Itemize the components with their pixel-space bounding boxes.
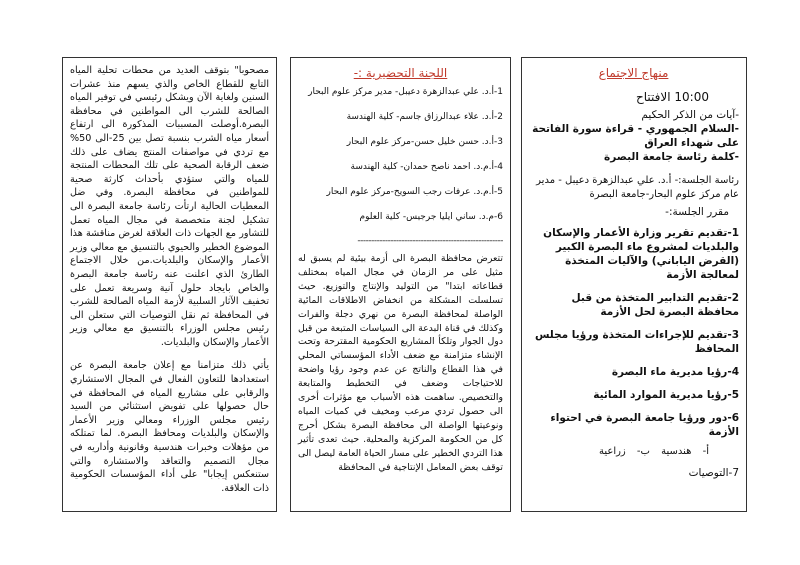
dashed-separator: -----------------------------------------------------	[357, 236, 503, 246]
committee-members-list	[298, 86, 503, 223]
paragraph-university-readiness: يأتي ذلك متزامنا مع إعلان جامعة البصرة عن استعدادها للتعاون الفعال في المجال الاستشاري والرقابي على مشاريع المياه في المحافظة في حال حصولها على تفويض استثنائي من السيد رئيس مجلس الوزراء ومعالي وزير الأعمار والإسكان والبلديات ومحافظ البصرة. لما تمتلكه من مؤهلات وخبرات هندسية وقانونية وأداريه في مجال التصميم والتعاقد والاستشارة والتي ستنعكس إيجابا" على أداء المؤسسات الحكومية ذات العلاقة.	[70, 360, 269, 494]
session-rapporteur: مقرر الجلسة:-	[665, 206, 729, 218]
middle-column	[290, 57, 511, 512]
committee-member: 2-أ.د. علاء عبدالرزاق جاسم- كلية الهندسة	[346, 112, 503, 122]
intro-paragraph: تتعرض محافظة البصرة الى أزمة بيئية لم يسبق له مثيل على مر الزمان في مجال المياه بمختلف قطاعاته ابتدا" من التوليد والإنتاج والتوزيع. حيث تسلسلت المشكلة من انخفاض الاطلاقات المائية الواصلة لمحافظة البصرة من نهري دجلة والفرات وكذلك في قناة البدعة الى السياسات المتبعة من قبل دول الجوار وتلكأ المشاريع الحكومية المقترحة وتحت الإنشاء متزامنة مع ضعف الأداء المؤسساتي المحلي في هذا القطاع والناتج عن عدم وجود رؤيا واضحة للاحتياجات وضعف في التخطيط والمتابعة والتخصيص. ساهمت هذه الأسباب مع مؤثرات أخرى الى حصول تردي مرعب ومخيف في كميات المياه ونوعيتها الواصلة الى محافظة البصرة بشكل أحرج كل من الحكومة المركزية والمحلية. حيث تعدى تأثير هذا التردي الخطير على مسار الحياة العامة ليصل الى توقف بعض المعامل الإنتاجية في المحافظة	[298, 253, 503, 473]
opening-item: -آيات من الذكر الحكيم	[641, 109, 739, 121]
committee-member: 4-أ.م.د. احمد ناصح حمدان- كلية الهندسة	[350, 162, 503, 172]
opening-item: -السلام الجمهوري - قراءة سورة الفاتحة على شهداء العراق	[532, 123, 739, 149]
paragraph-water-crisis: مصحوبا" بتوقف العديد من محطات تحلية المياه التابع للقطاع الخاص والذي يسهم منذ عشرات السنين ولغاية الآن ويشكل رئيسي في توفير المياه الصالحة للشرب الى المواطنين في محافظة البصرة.أوصلت المسببات المذكورة الى ارتفاع أسعار مياه الشرب بنسبة تصل بين 25-الى 50% مع تردي في مواصفات المنتج يضاف على ذلك ضعف الرقابة الصحية على تلك المحطات المنتجة للمياه والتي ستؤدي بأحداث كارثة صحية للمواطنين في محافظة البصرة. وفي ضل المعطيات الحالية ارتأت رئاسة جامعة البصرة الى تشكيل لجنة متخصصة في مجال المياه تعمل للتشاور مع الجهات ذات العلاقة لغرض مناقشة هذا الموضوع الخطير والحيوي بالتنسيق مع معالي وزير الأعمار والإسكان والبلديات.من خلال الاجتماع الطارئ الذي اعلنت عنه رئاسة جامعة البصرة والخاص بايجاد حلول آنية وسريعة تعمل على تخفيف الآثار السلبية لأزمة المياه الصالحة للشرب في المحافظة ثم نقل التوصيات التي ستعلن الى رئيس مجلس الوزراء بالتنسيق مع معالي وزير الأعمار والإسكان والبلديات.	[70, 65, 269, 348]
agenda-item: 5-رؤيا مديرية الموارد المائية	[593, 389, 739, 401]
opening-time: 10:00 الافتتاح	[636, 90, 709, 104]
right-column	[521, 57, 747, 512]
agenda-list	[528, 226, 739, 480]
agenda-recommendations: 7-التوصيات	[688, 467, 739, 479]
agenda-sub-items: أ- هندسية ب- زراعية	[598, 446, 709, 457]
agenda-item: 1-تقديم تقرير وزارة الأعمار والإسكان والبلديات لمشروع ماء البصرة الكبير (القرض الياباني) والآليات المتخذة لمعالجة الأزمة	[543, 227, 739, 281]
meeting-agenda-title: منهاج الاجتماع	[598, 66, 669, 80]
committee-member: 1-أ.د. علي عبدالزهرة دعيبل- مدير مركز علوم البحار	[308, 87, 503, 97]
preparatory-committee-title: اللجنة التحضيرية :-	[353, 66, 448, 80]
agenda-item: 2-تقديم التدابير المتخذة من قبل محافظة البصرة لحل الأزمة	[571, 292, 739, 318]
left-column	[62, 57, 277, 512]
agenda-item: 6-دور ورؤيا جامعة البصرة في احتواء الأزمة	[550, 412, 739, 438]
committee-member: 5-أ.م.د. عرفات رجب السويح-مركز علوم البحار	[326, 187, 503, 197]
committee-member: 6-م.د. ساني ايليا جرجيس- كلية العلوم	[359, 212, 503, 222]
opening-item: -كلمة رئاسة جامعة البصرة	[604, 151, 739, 163]
agenda-item: 3-تقديم للإجراءات المتخذة ورؤيا مجلس المحافظ	[534, 329, 739, 355]
committee-member: 3-أ.د. حسن خليل حسن-مركز علوم البحار	[346, 137, 503, 147]
agenda-item: 4-رؤيا مديرية ماء البصرة	[611, 366, 739, 378]
session-chair: رئاسة الجلسة:- أ.د. علي عبدالزهرة دعيبل - مدير عام مركز علوم البحار-جامعة البصرة	[536, 175, 739, 200]
